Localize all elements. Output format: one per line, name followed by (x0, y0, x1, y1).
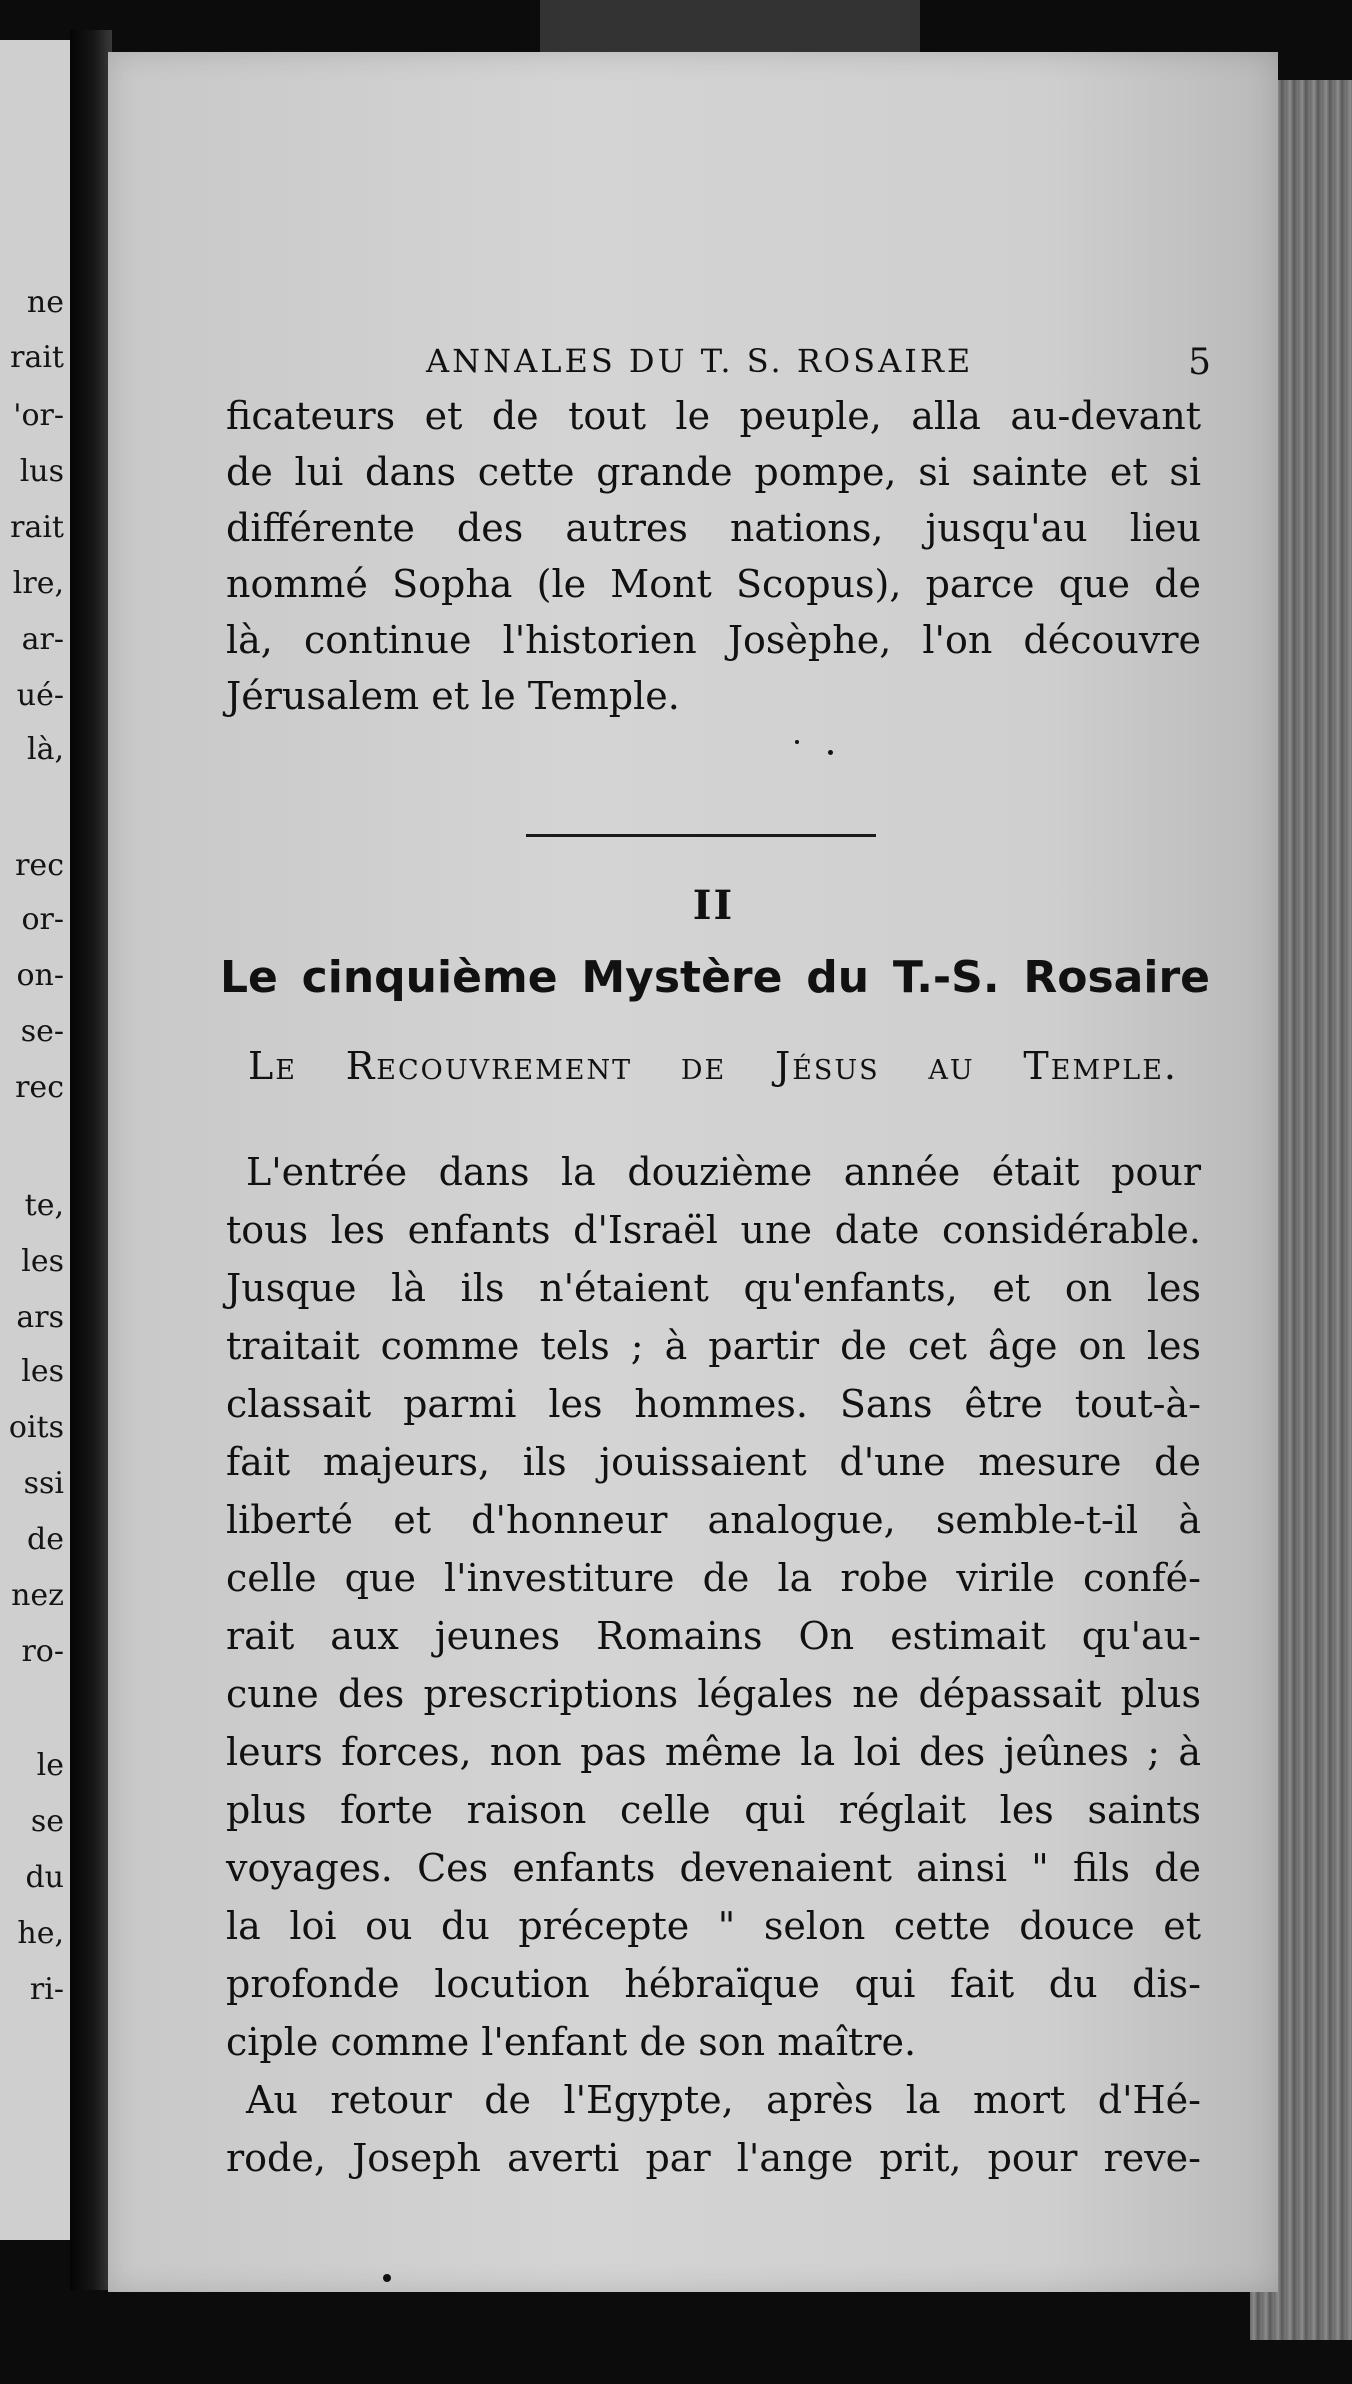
text-line: tous les enfants d'Israël une date considérable. (226, 1208, 1201, 1252)
book-page (108, 52, 1278, 2292)
previous-page-fragment: 'or- (13, 398, 64, 433)
previous-page-fragment: là, (26, 732, 64, 767)
text-line: là, continue l'historien Josèphe, l'on découvre (226, 618, 1201, 662)
scanner-top-tab (540, 0, 920, 58)
text-line: rait aux jeunes Romains On estimait qu'au- (226, 1614, 1201, 1658)
previous-page-fragment: rec (15, 1070, 64, 1105)
previous-page-fragment: on- (16, 958, 64, 993)
text-line: celle que l'investiture de la robe virile confé- (226, 1556, 1201, 1600)
previous-page-fragment: ué- (16, 678, 64, 713)
previous-page-fragment: se- (20, 1014, 64, 1049)
text-line: profonde locution hébraïque qui fait du dis- (226, 1962, 1201, 2006)
text-line: liberté et d'honneur analogue, semble-t-il à (226, 1498, 1201, 1542)
text-line: plus forte raison celle qui réglait les saints (226, 1788, 1201, 1832)
section-title: Le cinquième Mystère du T.-S. Rosaire (220, 952, 1210, 1003)
previous-page-fragment: or- (21, 902, 64, 937)
previous-page-fragment: lre, (12, 566, 64, 601)
text-line: Jusque là ils n'étaient qu'enfants, et on les (226, 1266, 1201, 1310)
previous-page-fragment: nez (11, 1578, 64, 1613)
previous-page-fragment: le (36, 1748, 64, 1783)
ink-speck (828, 750, 833, 755)
ink-speck (383, 2274, 391, 2282)
text-line: nommé Sopha (le Mont Scopus), parce que de (226, 562, 1201, 606)
previous-page-fragment: ars (16, 1300, 64, 1335)
text-line: traitait comme tels ; à partir de cet âge on les (226, 1324, 1201, 1368)
text-line: cune des prescriptions légales ne dépassait plus (226, 1672, 1201, 1716)
section-divider (526, 834, 876, 837)
previous-page-fragment: ro- (21, 1634, 64, 1669)
section-subtitle: Le Recouvrement de Jésus au Temple. (248, 1044, 1178, 1088)
text-line: L'entrée dans la douzième année était pour (246, 1150, 1201, 1194)
text-line: fait majeurs, ils jouissaient d'une mesure de (226, 1440, 1201, 1484)
text-line: rode, Joseph averti par l'ange prit, pour reve- (226, 2136, 1201, 2180)
previous-page-fragment: de (27, 1522, 64, 1557)
text-line: Jérusalem et le Temple. (226, 674, 680, 718)
text-line: voyages. Ces enfants devenaient ainsi " fils de (226, 1846, 1201, 1890)
section-number: II (692, 882, 735, 929)
previous-page-fragment: les (21, 1244, 64, 1279)
book-gutter (70, 30, 112, 2290)
previous-page-fragment: rait (10, 510, 64, 545)
text-line: différente des autres nations, jusqu'au lieu (226, 506, 1201, 550)
text-line: la loi ou du précepte " selon cette douce et (226, 1904, 1201, 1948)
previous-page-edge (0, 40, 70, 2240)
previous-page-fragment: ssi (23, 1466, 64, 1501)
text-line: de lui dans cette grande pompe, si sainte et si (226, 450, 1201, 494)
running-head: ANNALES DU T. S. ROSAIRE (426, 342, 974, 380)
previous-page-fragment: ri- (29, 1972, 64, 2007)
previous-page-fragment: rec (15, 848, 64, 883)
previous-page-fragment: rait (10, 340, 64, 375)
text-line: ficateurs et de tout le peuple, alla au-devant (226, 394, 1201, 438)
previous-page-fragment: ne (26, 285, 64, 320)
text-line: Au retour de l'Egypte, après la mort d'Hé- (246, 2078, 1201, 2122)
previous-page-fragment: du (25, 1860, 64, 1895)
text-line: leurs forces, non pas même la loi des jeûnes ; à (226, 1730, 1201, 1774)
previous-page-fragment: lus (19, 454, 64, 489)
previous-page-fragment: te, (24, 1188, 64, 1223)
ink-speck (795, 740, 799, 744)
previous-page-fragment: oits (8, 1410, 64, 1445)
previous-page-fragment: se (30, 1804, 64, 1839)
text-line: classait parmi les hommes. Sans être tout-à- (226, 1382, 1201, 1426)
text-line: ciple comme l'enfant de son maître. (226, 2020, 917, 2064)
previous-page-fragment: les (21, 1354, 64, 1389)
previous-page-fragment: ar- (21, 622, 64, 657)
page-number: 5 (1188, 342, 1211, 383)
previous-page-fragment: he, (17, 1916, 64, 1951)
